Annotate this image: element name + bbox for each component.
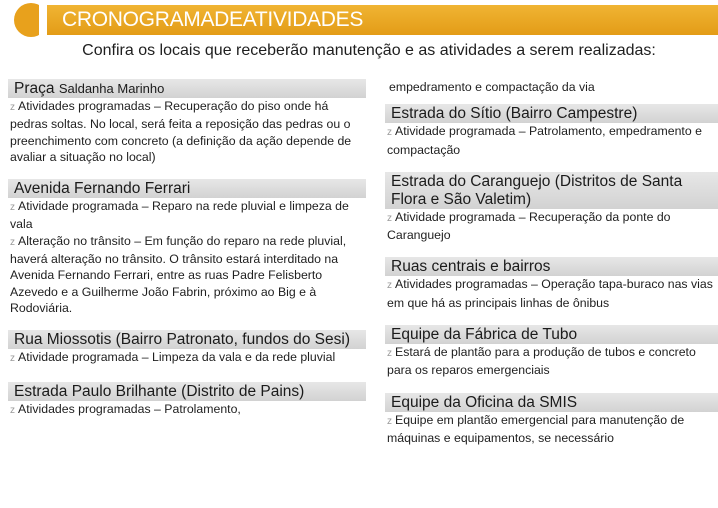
section-oficina-smis: [385, 393, 718, 447]
section-fabrica-de-tubo: [385, 325, 718, 379]
list-item: [8, 349, 366, 367]
list-item: [385, 209, 718, 244]
section-heading: Estrada Paulo Brilhante (Distrito de Pains): [8, 382, 366, 401]
page-subtitle: Confira os locais que receberão manutenção e as atividades a serem realizadas:: [82, 42, 656, 59]
bullet-icon: z: [10, 404, 15, 416]
bullet-icon: z: [387, 280, 392, 292]
section-heading-small: Saldanha Marinho: [58, 81, 165, 96]
list-item: [385, 276, 718, 311]
item-text: Estará de plantão para a produção de tubos e concreto para os reparos emergenciais: [387, 345, 696, 378]
title-circle-gap: [39, 3, 47, 37]
item-text: Alteração no trânsito – Em função do reparo na rede pluvial, haverá alteração no trânsito. O trânsito estará interditado na Avenida Fernando Ferrari, entre as ruas Padre Felisberto Azevedo e a Guilherme João Fabrin, próximo ao Big e à Rodoviária.: [10, 233, 347, 315]
bullet-icon: z: [10, 353, 15, 365]
bullet-icon: z: [10, 202, 15, 214]
section-estrada-do-sitio: [385, 104, 718, 158]
title-bar: [0, 3, 718, 35]
item-text: Atividades programadas – Recuperação do piso onde há pedras soltas. No local, será feita a reposição das pedras ou o preenchimento com concreto (a definição da ação depende de avaliar a situação no local): [10, 99, 352, 164]
item-text: Atividades programadas – Patrolamento,: [18, 401, 241, 416]
list-item: [8, 401, 366, 419]
section-heading: Ruas centrais e bairros: [385, 257, 718, 276]
section-estrada-do-caranguejo: [385, 172, 718, 244]
item-text: Atividade programada – Reparo na rede pluvial e limpeza de vala: [10, 199, 349, 232]
section-heading: Estrada do Sítio (Bairro Campestre): [385, 104, 718, 123]
list-item: [8, 98, 366, 165]
section-heading: Rua Miossotis (Bairro Patronato, fundos do Sesi): [8, 330, 366, 349]
continued-text: empedramento e compactação da via: [389, 80, 595, 94]
bullet-icon: z: [387, 415, 392, 427]
bullet-icon: z: [10, 236, 15, 248]
left-column: [8, 79, 366, 433]
list-item: [8, 198, 366, 233]
section-heading: Equipe da Fábrica de Tubo: [385, 325, 718, 344]
right-column: [385, 79, 718, 460]
section-praca-saldanha-marinho: [8, 79, 366, 165]
section-heading: Estrada do Caranguejo (Distritos de Santa Flora e São Valetim): [385, 172, 718, 209]
page-title: CRONOGRAMADEATIVIDADES: [62, 8, 364, 31]
section-ruas-centrais: [385, 257, 718, 311]
bullet-icon: z: [387, 127, 392, 139]
item-text: Atividades programadas – Operação tapa-buraco nas vias em que há as principais linhas de ônibus: [387, 277, 713, 310]
bullet-icon: z: [10, 102, 15, 113]
section-heading-main: Praça: [14, 80, 55, 97]
bullet-icon: z: [387, 212, 392, 224]
list-item: [385, 412, 718, 447]
item-text: Equipe em plantão emergencial para manutenção de máquinas e equipamentos, se necessário: [387, 412, 685, 445]
section-heading: Avenida Fernando Ferrari: [8, 179, 366, 198]
section-rua-miossotis: [8, 330, 366, 367]
list-item: [385, 344, 718, 379]
list-item: [8, 233, 366, 316]
bullet-icon: z: [387, 348, 392, 360]
section-estrada-paulo-brilhante: [8, 382, 366, 419]
section-heading: Equipe da Oficina da SMIS: [385, 393, 718, 412]
item-text: Atividade programada – Recuperação da ponte do Caranguejo: [387, 209, 671, 243]
item-text: Atividade programada – Limpeza da vala e da rede pluvial: [18, 350, 336, 365]
list-item: [385, 123, 718, 158]
section-heading: [8, 79, 366, 98]
item-text: Atividade programada – Patrolamento, empedramento e compactação: [387, 124, 702, 157]
section-avenida-fernando-ferrari: [8, 179, 366, 316]
